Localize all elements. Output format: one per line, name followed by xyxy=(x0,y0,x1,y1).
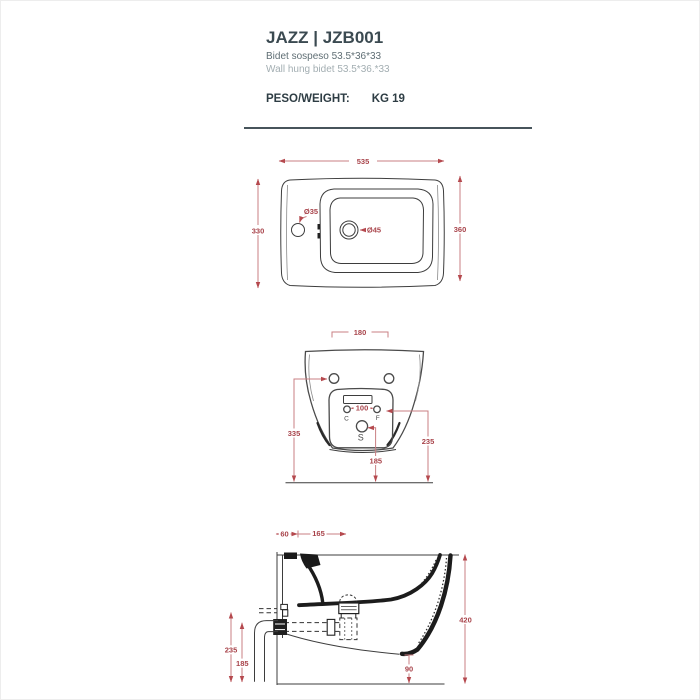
dim-inlet-height: 185 xyxy=(236,658,249,668)
dim-line-185 xyxy=(368,428,376,482)
basin-rear-wall xyxy=(307,563,323,603)
rear-view-drawing xyxy=(276,321,441,496)
wall-flange xyxy=(273,619,287,635)
rim-line-left xyxy=(287,185,288,280)
dim-overall-width: 535 xyxy=(356,157,370,166)
dim-overall-height: 420 xyxy=(459,615,472,625)
label-drain: Ø45 xyxy=(366,225,382,235)
pipe-coupling xyxy=(327,619,335,635)
fixing-bracket xyxy=(281,604,288,609)
dim-front-clearance: 90 xyxy=(404,664,414,674)
waste-body xyxy=(339,603,359,614)
dim-drain-distance: 165 xyxy=(312,529,325,538)
fixing-slot xyxy=(344,396,373,404)
hot-water-hole xyxy=(374,406,381,413)
drain-hole-inner xyxy=(343,224,355,236)
popup-waste-dome xyxy=(340,595,357,602)
fixing-bracket-lower xyxy=(283,610,288,616)
mounting-hole-left xyxy=(329,374,339,384)
basin-floor-curve xyxy=(299,555,440,605)
label-tap-hole: Ø35 xyxy=(303,207,319,216)
subtitle-english: Wall hung bidet 53.5*36.*33 xyxy=(266,64,390,75)
front-face-curve xyxy=(402,556,451,654)
label-soil: S xyxy=(357,432,364,443)
dim-wall-offset: 60 xyxy=(280,529,289,539)
tap-hole xyxy=(292,224,305,237)
mounting-hole-right xyxy=(384,374,394,384)
dim-height-right: 235 xyxy=(421,436,435,446)
soil-pipe-hole xyxy=(356,421,367,432)
overflow-mark-upper xyxy=(318,224,321,230)
weight-label: PESO/WEIGHT: xyxy=(266,93,350,105)
overflow-mark-lower xyxy=(318,233,321,239)
underside-curve xyxy=(285,634,400,655)
cold-water-hole xyxy=(344,406,351,413)
top-view-drawing xyxy=(241,149,476,301)
rim-cut-left xyxy=(284,553,297,560)
dim-fixing-width: 180 xyxy=(353,328,367,337)
product-title: JAZZ | JZB001 xyxy=(266,28,384,47)
dim-trap-height: 235 xyxy=(224,645,238,655)
side-view-drawing xyxy=(221,521,481,700)
bidet-body-outline xyxy=(281,178,445,287)
tap-hole-leader xyxy=(300,217,307,223)
dim-inlet-spacing: 100 xyxy=(355,403,369,413)
label-cold: C xyxy=(344,415,349,423)
weight-row xyxy=(266,93,405,105)
weight-value: KG 19 xyxy=(371,93,405,105)
header-divider xyxy=(244,127,532,129)
p-trap-inner xyxy=(265,632,279,682)
dim-drain-offset: 185 xyxy=(369,456,383,466)
dim-depth-left: 330 xyxy=(251,226,265,236)
rim-line-right xyxy=(438,185,439,280)
label-hot: F xyxy=(375,414,380,422)
dim-depth-right: 360 xyxy=(453,225,467,234)
dim-height-left: 335 xyxy=(287,428,301,438)
subtitle-italian: Bidet sospeso 53.5*36*33 xyxy=(266,51,382,62)
waste-tailpipe-hidden xyxy=(340,618,357,640)
